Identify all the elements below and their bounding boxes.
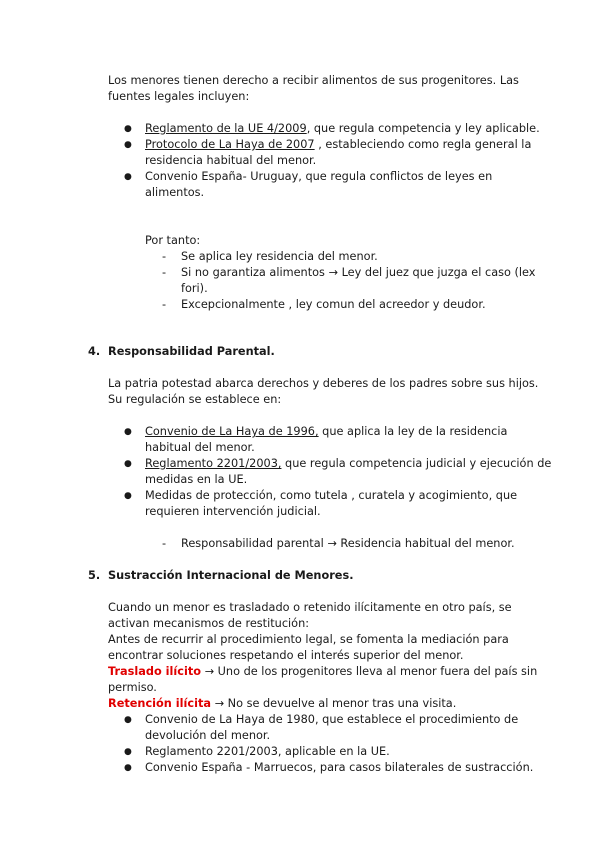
retencion-label: Retención ilícita bbox=[108, 697, 211, 710]
traslado-label: Traslado ilícito bbox=[108, 665, 202, 678]
bullet-icon: ● bbox=[124, 747, 132, 757]
dash-icon: - bbox=[162, 266, 167, 279]
intro-paragraph bbox=[108, 73, 548, 105]
dash-item: - Si no garantiza alimentos → Ley del juez que juzga el caso (lex fori). bbox=[162, 266, 536, 295]
list-item: ● Protocolo de La Haya de 2007 , estableciendo como regla general la residencia habitual del menor. bbox=[124, 138, 532, 167]
intro-line: Los menores tienen derecho a recibir alimentos de sus progenitores. Las bbox=[108, 74, 519, 87]
list-item: ● Reglamento 2201/2003, que regula competencia judicial y ejecución de medidas en la UE. bbox=[124, 457, 552, 486]
dash-icon: - bbox=[162, 250, 167, 263]
list-item: ● Reglamento de la UE 4/2009, que regula competencia y ley aplicable. bbox=[124, 122, 540, 135]
por-tanto-label: Por tanto: bbox=[145, 234, 201, 247]
source-link: Protocolo de La Haya de 2007 bbox=[145, 138, 315, 151]
section-heading: 4. Responsabilidad Parental. bbox=[88, 345, 275, 358]
source-link: Reglamento 2201/2003, bbox=[145, 457, 282, 470]
list-item: ● Convenio de La Haya de 1996, que aplica la ley de la residencia habitual del menor. bbox=[124, 425, 508, 454]
list-item: ● Convenio España - Marruecos, para casos bilaterales de sustracción. bbox=[124, 761, 534, 774]
bullet-icon: ● bbox=[124, 491, 132, 501]
list-item: ● Reglamento 2201/2003, aplicable en la UE. bbox=[124, 745, 390, 758]
list-item: ● Convenio de La Haya de 1980, que establece el procedimiento de devolución del menor. bbox=[124, 713, 519, 742]
intro-line: fuentes legales incluyen: bbox=[108, 90, 250, 103]
bullet-icon: ● bbox=[124, 124, 132, 134]
dash-icon: - bbox=[162, 537, 167, 550]
section5-paragraph: Cuando un menor es trasladado o retenido ilícitamente en otro país, se activan mecanismos de restitución: Antes de recurrir al procedimiento legal, se fomenta la mediación para encontrar soluciones respetando el interés superior del menor. Traslado ilícito → Uno de los progenitores lleva al menor fuera del país sin permiso. Retención ilícita → No se devuelve al menor tras una visita. bbox=[108, 601, 538, 710]
section-heading: 5. Sustracción Internacional de Menores. bbox=[88, 569, 354, 582]
dash-item: - Excepcionalmente , ley comun del acreedor y deudor. bbox=[162, 298, 486, 311]
source-link: Convenio de La Haya de 1996, bbox=[145, 425, 319, 438]
bullet-icon: ● bbox=[124, 140, 132, 150]
dash-item: - Responsabilidad parental → Residencia habitual del menor. bbox=[162, 537, 515, 550]
bullet-icon: ● bbox=[124, 715, 132, 725]
section4-paragraph: La patria potestad abarca derechos y deberes de los padres sobre sus hijos. Su regulación se establece en: bbox=[108, 377, 539, 406]
list-item: ● Convenio España- Uruguay, que regula conflictos de leyes en alimentos. bbox=[124, 170, 493, 199]
bullet-icon: ● bbox=[124, 172, 132, 182]
bullet-icon: ● bbox=[124, 427, 132, 437]
dash-icon: - bbox=[162, 298, 167, 311]
bullet-icon: ● bbox=[124, 459, 132, 469]
list-item: ● Medidas de protección, como tutela , curatela y acogimiento, que requieren intervención judicial. bbox=[124, 489, 518, 518]
source-link: Reglamento de la UE 4/2009 bbox=[145, 122, 307, 135]
bullet-icon: ● bbox=[124, 763, 132, 773]
dash-item: - Se aplica ley residencia del menor. bbox=[162, 250, 378, 263]
